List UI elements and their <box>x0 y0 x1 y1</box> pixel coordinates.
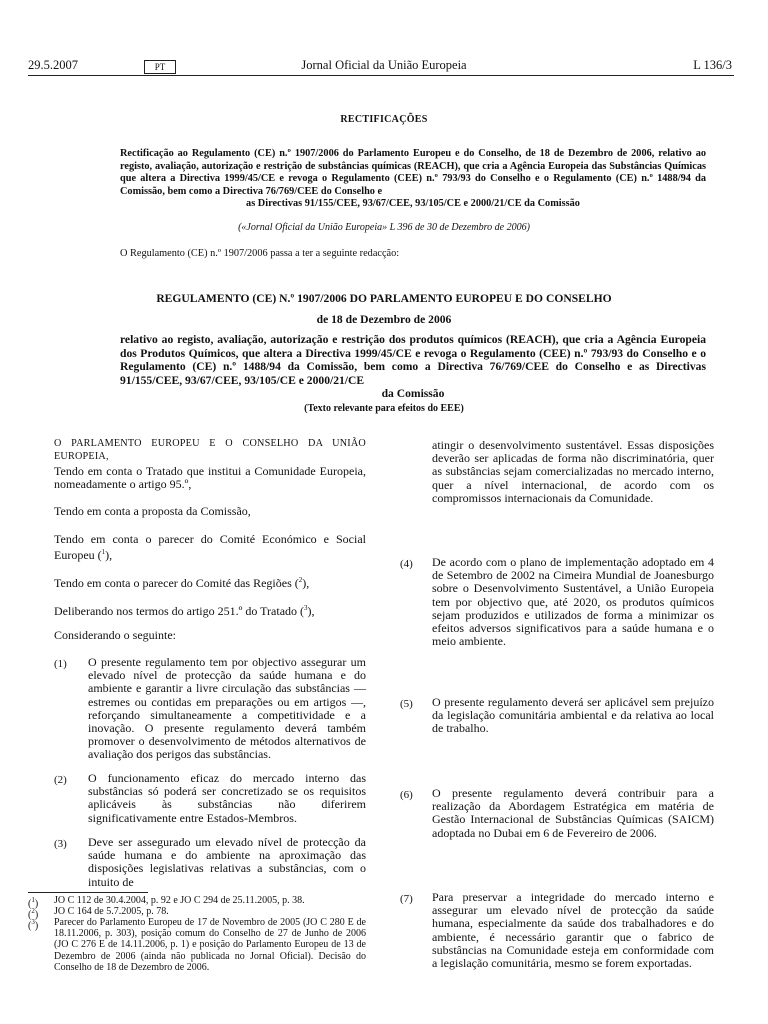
citation-esc <box>54 533 366 562</box>
citation-treaty: Tendo em conta o Tratado que institui a Comunidade Europeia, nomeadamente o artigo 95.º, <box>54 464 366 492</box>
citation-regions <box>54 574 366 590</box>
rectification-title-last: as Directivas 91/155/CEE, 93/67/CEE, 93/105/CE e 2000/21/CE da Comissão <box>246 198 580 210</box>
citation-commission: Tendo em conta a proposta da Comissão, <box>54 504 251 518</box>
eea-relevance-note: (Texto relevante para efeitos do EEE) <box>304 403 464 414</box>
citation-regions-text: Tendo em conta o parecer do Comité das Regiões ( <box>54 576 299 590</box>
recital-number: (6) <box>400 789 413 801</box>
recital-text: O presente regulamento tem por objectivo assegurar um elevado nível de protecção da saúde humana e do ambiente e garantir a livre circulação das substâncias — estremes ou contidas em preparações ou em artigos —, reforçando simultaneamente a competitividade e a inovação. O presente regulamento deverá também promover o desenvolvimento de métodos alternativos de avaliação dos perigos das substâncias. <box>88 655 366 762</box>
recital-number: (1) <box>54 658 67 670</box>
recital-text: O funcionamento eficaz do mercado interno das substâncias só poderá ser concretizado se os requisitos aplicáveis às substâncias não diferirem significativamente entre Estados-Membros. <box>88 771 366 825</box>
language-badge: PT <box>144 60 176 74</box>
recital-text: De acordo com o plano de implementação adoptado em 4 de Setembro de 2002 na Cimeira Mundial de Joanesburgo sobre o Desenvolvimento Sustentável, a União Europeia tem por objectivo que, até 2020, os produtos químicos sejam produzidos e utilizados de forma a minimizar os efeitos adversos significativos para a saúde humana e o meio ambiente. <box>432 555 714 649</box>
regulation-subject-main: relativo ao registo, avaliação, autorização e restrição dos produtos químicos (REACH), que cria a Agência Europeia dos Produtos Químicos, que altera a Directiva 1999/45/CE e revoga o Regulamento (CEE) n.º 793/93 do Conselho e o Regulamento (CE) n.º 1488/94 da Comissão, bem como a Directiva 76/769/CEE do Conselho e as Directivas 91/155/CEE, 93/67/CEE, 93/105/CE e 2000/21/CE <box>120 333 706 387</box>
footnote-text: JO C 164 de 5.7.2005, p. 78. <box>54 906 169 917</box>
citation-close: ), <box>105 548 113 563</box>
recital-number: (5) <box>400 698 413 710</box>
header-rule <box>28 75 734 76</box>
recital-text: O presente regulamento deverá contribuir para a realização da Abordagem Estratégica em matéria de Gestão Internacional de Substâncias Químicas (SAICM) adoptada no Dubai em 6 de Fevereiro de 2006. <box>432 786 714 840</box>
footnote-marker: ($^1$) <box>28 896 39 910</box>
regulation-title: REGULAMENTO (CE) N.º 1907/2006 DO PARLAMENTO EUROPEU E DO CONSELHO <box>156 292 612 305</box>
recital-text: Deve ser assegurado um elevado nível de protecção da saúde humana e do ambiente na aproximação das disposições legislativas relativas a substâncias, com o intuito de <box>88 835 366 889</box>
footnote-marker-ref: 1 <box>31 896 35 904</box>
rectification-source: («Jornal Oficial da União Europeia» L 396 de 30 de Dezembro de 2006) <box>238 222 530 233</box>
recital-number: (4) <box>400 558 413 570</box>
citation-article-251 <box>54 602 366 618</box>
recital-number: (7) <box>400 893 413 905</box>
citation-article-text: Deliberando nos termos do artigo 251.º do Tratado ( <box>54 604 305 618</box>
parliament-preamble: O PARLAMENTO EUROPEU E O CONSELHO DA UNIÃO EUROPEIA, <box>54 438 366 463</box>
footnote-marker-ref: 2 <box>31 907 35 915</box>
journal-title: Jornal Oficial da União Europeia <box>301 58 467 72</box>
recital-text: O presente regulamento deverá ser aplicável sem prejuízo da legislação comunitária ambiental e da relativa ao local de trabalho. <box>432 695 714 736</box>
section-title: RECTIFICAÇÕES <box>340 114 428 125</box>
publication-date: 29.5.2007 <box>28 58 78 72</box>
recital-text: Para preservar a integridade do mercado interno e assegurar um elevado nível de protecção da saúde humana, especialmente da saúde dos trabalhadores e do ambiente, é necessário garantir que o fabrico de substâncias na Comunidade esteja em conformidade com a legislação comunitária, mesmo se forem exportadas. <box>432 890 714 971</box>
citation-close: ), <box>302 576 310 590</box>
regulation-subject <box>120 333 706 401</box>
recital-number: (3) <box>54 838 67 850</box>
footnote-text: JO C 112 de 30.4.2004, p. 92 e JO C 294 de 25.11.2005, p. 38. <box>54 895 305 906</box>
footnote-marker: ($^2$) <box>28 907 39 921</box>
rectification-title-main: Rectificação ao Regulamento (CE) n.º 1907/2006 do Parlamento Europeu e do Conselho, de 18 de Dezembro de 2006, relativo ao registo, avaliação, autorização e restrição de substâncias químicas (REACH), que cria a Agência Europeia das Substâncias Químicas que altera a Directiva 1999/45/CE e revoga o Regulamento (CEE) n.º 793/93 do Conselho e o Regulamento (CE) n.º 1488/94 da Comissão, bem como a Directiva 76/769/CEE do Conselho e <box>120 148 706 197</box>
footnote-marker: ($^3$) <box>28 918 39 932</box>
citation-close: ), <box>307 604 315 618</box>
citation-esc-text: Tendo em conta o parecer do Comité Económico e Social Europeu ( <box>54 532 366 563</box>
footnote-ref-3[interactable]: 3 <box>304 604 308 612</box>
recital-number: (2) <box>54 774 67 786</box>
footnote-marker-ref: 3 <box>31 918 35 926</box>
footnote-rule <box>28 892 148 893</box>
regulation-subject-last: da Comissão <box>381 387 445 401</box>
footnote-ref-2[interactable]: 2 <box>298 576 303 584</box>
footnote-ref-1[interactable]: 1 <box>101 548 106 557</box>
considering-heading: Considerando o seguinte: <box>54 628 176 642</box>
rectification-title <box>120 148 706 211</box>
page-reference: L 136/3 <box>693 58 732 72</box>
regulation-date: de 18 de Dezembro de 2006 <box>316 313 452 326</box>
footnote-text: Parecer do Parlamento Europeu de 17 de Novembro de 2005 (JO C 280 E de 18.11.2006, p. 303), posição comum do Conselho de 27 de Junho de 2006 (JO C 276 E de 14.11.2006, p. 1) e posição do Parlamento Europeu de 13 de Dezembro de 2006 (ainda não publicada no Jornal Oficial). Decisão do Conselho de 18 de Dezembro de 2006. <box>54 917 366 973</box>
recital-continuation: atingir o desenvolvimento sustentável. Essas disposições deverão ser aplicadas de forma não discriminatória, quer as substâncias sejam comercializadas no mercado interno, quer a nível internacional, de acordo com os compromissos internacionais da Comunidade. <box>432 438 714 505</box>
rectification-intro: O Regulamento (CE) n.º 1907/2006 passa a ter a seguinte redacção: <box>120 248 400 259</box>
